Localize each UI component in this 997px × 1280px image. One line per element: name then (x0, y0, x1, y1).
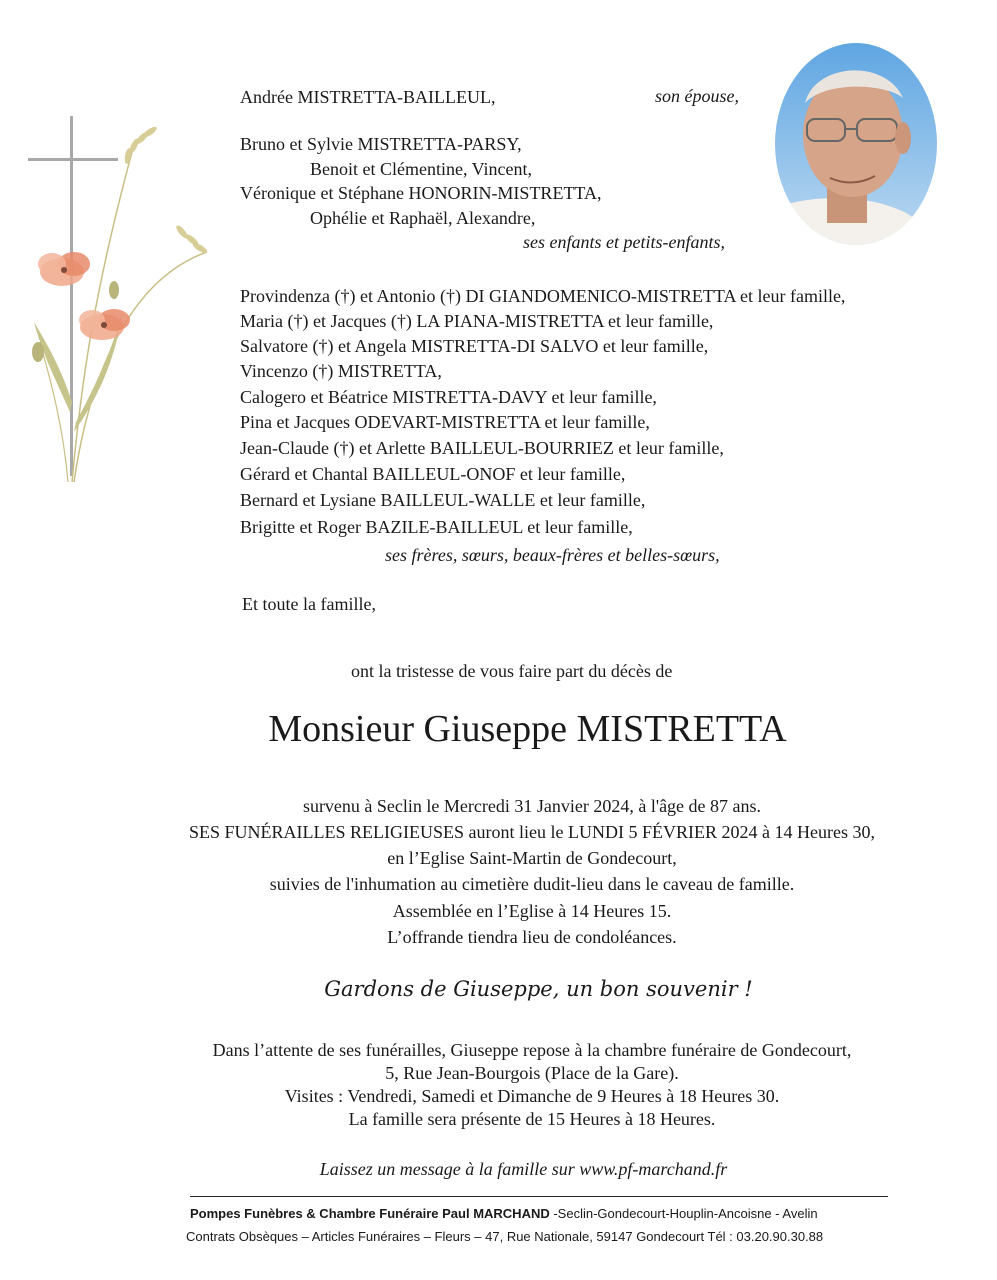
detail-line: SES FUNÉRAILLES RELIGIEUSES auront lieu le LUNDI 5 FÉVRIER 2024 à 14 Heures 30, (189, 822, 875, 842)
company-locations: -Seclin-Gondecourt-Houplin-Ancoisne - Avelin (549, 1206, 818, 1221)
sibling-line: Vincenzo (†) MISTRETTA, (240, 361, 442, 381)
memorial-quote: Gardons de Giuseppe, un bon souvenir ! (324, 977, 753, 1001)
detail-line: survenu à Seclin le Mercredi 31 Janvier 2024, à l'âge de 87 ans. (302, 796, 762, 816)
detail-line: en l’Eglise Saint-Martin de Gondecourt, (387, 848, 677, 868)
spouse-role: son épouse, (655, 86, 739, 106)
poppy-cross-illustration (22, 112, 222, 492)
footer-divider (190, 1196, 888, 1197)
cross-vertical (70, 116, 73, 476)
sibling-line: Provindenza (†) et Antonio (†) DI GIANDOMENICO-MISTRETTA et leur famille, (240, 286, 846, 306)
sibling-line: Calogero et Béatrice MISTRETTA-DAVY et leur famille, (240, 387, 657, 407)
family-line: Ophélie et Raphaël, Alexandre, (310, 208, 536, 228)
detail-line: suivies de l'inhumation au cimetière dudit-lieu dans le caveau de famille. (269, 874, 795, 894)
visit-line: 5, Rue Jean-Bourgois (Place de la Gare). (385, 1063, 679, 1083)
visit-line: La famille sera présente de 15 Heures à 18 Heures. (348, 1109, 716, 1129)
sibling-line: Salvatore (†) et Angela MISTRETTA-DI SALVO et leur famille, (240, 336, 709, 356)
announcement-text: ont la tristesse de vous faire part du décès de (351, 661, 673, 681)
wheat-stem (74, 252, 207, 482)
poppy-flower (79, 309, 130, 340)
company-name: Pompes Funèbres & Chambre Funéraire Paul MARCHAND (190, 1206, 550, 1221)
wheat-ear (175, 224, 209, 255)
sibling-line: Jean-Claude (†) et Arlette BAILLEUL-BOURRIEZ et leur famille, (240, 438, 724, 458)
leaf (34, 322, 72, 412)
wheat-ear (124, 125, 159, 164)
family-line: Bruno et Sylvie MISTRETTA-PARSY, (240, 134, 522, 154)
sibling-line: Bernard et Lysiane BAILLEUL-WALLE et leur famille, (240, 490, 646, 510)
detail-line: Assemblée en l’Eglise à 14 Heures 15. (392, 901, 672, 921)
sibling-line: Pina et Jacques ODEVART-MISTRETTA et leur famille, (240, 412, 650, 432)
footer-company-line (190, 1205, 818, 1223)
poppy-bud (109, 281, 119, 299)
poppy-bud (32, 342, 44, 362)
family-line: Véronique et Stéphane HONORIN-MISTRETTA, (240, 183, 602, 203)
portrait-photo (775, 43, 937, 245)
visit-line: Visites : Vendredi, Samedi et Dimanche de 9 Heures à 18 Heures 30. (284, 1086, 780, 1106)
visit-line: Dans l’attente de ses funérailles, Giuseppe repose à la chambre funéraire de Gondecourt, (212, 1040, 852, 1060)
cross-horizontal (28, 158, 118, 161)
children-role: ses enfants et petits-enfants, (523, 232, 725, 252)
footer-contact-line: Contrats Obsèques – Articles Funéraires – Fleurs – 47, Rue Nationale, 59147 Gondecourt Tél : 03.20.90.30.88 (186, 1229, 824, 1244)
sibling-line: Gérard et Chantal BAILLEUL-ONOF et leur famille, (240, 464, 626, 484)
spouse-name: Andrée MISTRETTA-BAILLEUL, (240, 87, 496, 107)
deceased-name: Monsieur Giuseppe MISTRETTA (268, 708, 787, 750)
poppy-flower (38, 252, 90, 286)
siblings-role: ses frères, sœurs, beaux-frères et belles-sœurs, (385, 545, 720, 565)
sibling-line: Brigitte et Roger BAZILE-BAILLEUL et leur famille, (240, 517, 633, 537)
whole-family-line: Et toute la famille, (242, 594, 376, 614)
sibling-line: Maria (†) et Jacques (†) LA PIANA-MISTRETTA et leur famille, (240, 311, 714, 331)
family-line: Benoit et Clémentine, Vincent, (310, 159, 533, 179)
detail-line: L’offrande tiendra lieu de condoléances. (387, 927, 677, 947)
website-message: Laissez un message à la famille sur www.pf-marchand.fr (319, 1159, 728, 1179)
